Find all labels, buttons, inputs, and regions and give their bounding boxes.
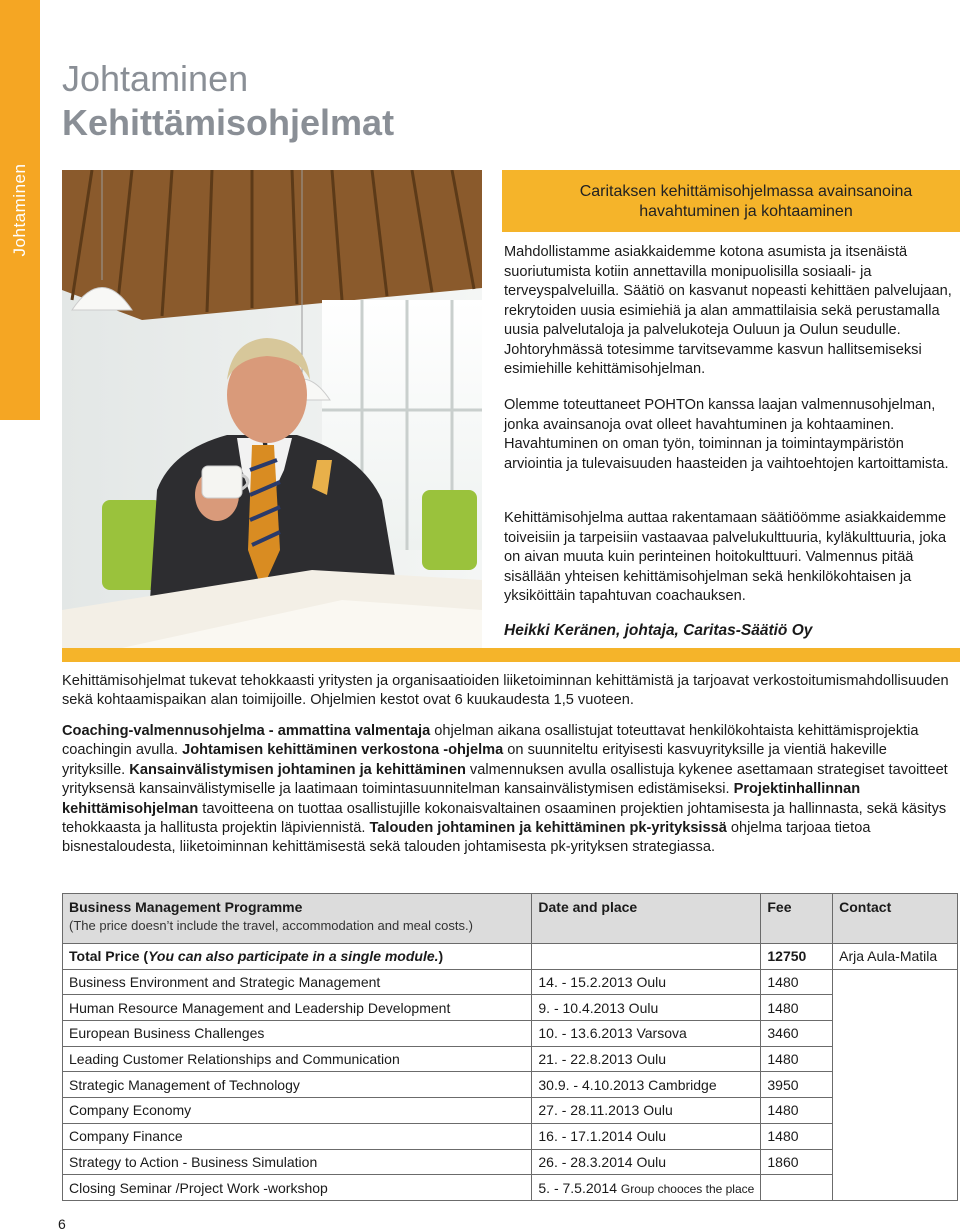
row-date: 27. - 28.11.2013 Oulu xyxy=(532,1098,761,1124)
programme-table xyxy=(62,893,958,1201)
row-fee: 3460 xyxy=(761,1021,833,1047)
row-name: Strategy to Action - Business Simulation xyxy=(63,1149,532,1175)
section-divider xyxy=(62,648,960,662)
row-name: Company Economy xyxy=(63,1098,532,1124)
table-row xyxy=(63,1175,958,1201)
programme-text: on suunniteltu erityisesti kasvuyrityksille ja vientiä hakeville yrityksille. xyxy=(62,742,887,778)
row-date: 9. - 10.4.2013 Oulu xyxy=(532,995,761,1021)
total-label-end: ) xyxy=(438,948,444,965)
row-contact xyxy=(833,1046,958,1072)
row-contact xyxy=(833,969,958,995)
programme-name: Johtamisen kehittäminen verkostona -ohjelma xyxy=(182,742,504,759)
programme-text: ohjelman aikana osallistujat toteuttavat henkilökohtaista kehittämisprojektia coachingin avulla. xyxy=(62,723,919,759)
header-programme-label: Business Management Programme xyxy=(69,899,303,915)
total-label xyxy=(63,944,532,970)
page-number: 6 xyxy=(58,1216,66,1232)
table-row xyxy=(63,1149,958,1175)
header-fee: Fee xyxy=(761,894,833,944)
quote-paragraph-2: Olemme toteuttaneet POHTOn kanssa laajan valmennusohjelman, jonka avainsanoja ovat olleet havahtuminen ja kohtaaminen. Havahtuminen on oman työn, toiminnan ja toimintaympäristön arviointia ja tulevaisuuden haasteiden ja vaihtoehtojen kartoittamista. xyxy=(504,397,949,472)
row-name: Strategic Management of Technology xyxy=(63,1072,532,1098)
quote-headline-box xyxy=(502,170,960,232)
page-kicker: Johtaminen xyxy=(62,58,249,99)
row-name: Human Resource Management and Leadership Development xyxy=(63,995,532,1021)
table-row xyxy=(63,1021,958,1047)
total-contact: Arja Aula-Matila xyxy=(833,944,958,970)
row-date: 10. - 13.6.2013 Varsova xyxy=(532,1021,761,1047)
programme-text: tavoitteena on tuottaa osallistujille kokonaisvaltainen osaaminen projektien johtamisesta ja hallinnasta, sekä käsitys tehokkaasta ja hallitusta projektin läpiviennistä. xyxy=(62,800,947,837)
row-date: 16. - 17.1.2014 Oulu xyxy=(532,1123,761,1149)
row-contact xyxy=(833,1098,958,1124)
quote-signature: Heikki Keränen, johtaja, Caritas-Säätiö Oy xyxy=(504,622,813,639)
row-fee: 1480 xyxy=(761,1123,833,1149)
row-date: 21. - 22.8.2013 Oulu xyxy=(532,1046,761,1072)
row-fee: 1480 xyxy=(761,995,833,1021)
table-row xyxy=(63,1123,958,1149)
table-row xyxy=(63,1046,958,1072)
row-fee xyxy=(761,1175,833,1201)
row-fee: 3950 xyxy=(761,1072,833,1098)
section-tab xyxy=(0,0,40,420)
row-fee: 1480 xyxy=(761,969,833,995)
row-date-text: 5. - 7.5.2014 xyxy=(538,1179,618,1196)
row-date xyxy=(532,1175,761,1201)
row-date: 14. - 15.2.2013 Oulu xyxy=(532,969,761,995)
header-date: Date and place xyxy=(532,894,761,944)
portrait-photo xyxy=(62,170,482,648)
total-label-note: You can also participate in a single module. xyxy=(148,948,439,965)
header-programme-note: (The price doesn’t include the travel, accommodation and meal costs.) xyxy=(69,918,473,933)
row-name: Company Finance xyxy=(63,1123,532,1149)
programmes-paragraph xyxy=(62,722,952,858)
row-contact xyxy=(833,1021,958,1047)
table-row xyxy=(63,1072,958,1098)
row-fee: 1480 xyxy=(761,1046,833,1072)
row-fee: 1480 xyxy=(761,1098,833,1124)
table-row xyxy=(63,1098,958,1124)
quote-paragraph-3: Kehittämisohjelma auttaa rakentamaan säätiöömme asiakkaidemme toiveisiin ja tarpeisiin vastaavaa palvelukulttuuria, kyläkulttuuria, joka on aivan muuta kuin perinteinen hoitokulttuuri. Valmennus pitää sisällään yhteisen kehittämisohjelman sekä henkilökohtaisen ja yksiköittäin tapahtuvan coachauksen. xyxy=(504,510,947,604)
total-label-text: Total Price ( xyxy=(69,948,149,965)
header-contact: Contact xyxy=(833,894,958,944)
header-programme xyxy=(63,894,532,944)
programme-name: Coaching-valmennusohjelma - ammattina valmentaja xyxy=(62,723,431,739)
row-date: 26. - 28.3.2014 Oulu xyxy=(532,1149,761,1175)
row-date-note: Group chooces the place xyxy=(620,1181,755,1196)
programme-text: valmennuksen avulla osallistuja kykenee asettamaan strategiset tavoitteet yrityksensä kansainvälistymiselle ja laatimaan toimintasuunnitelman kansainvälistymisen edistämiseksi. xyxy=(62,761,948,798)
row-date: 30.9. - 4.10.2013 Cambridge xyxy=(532,1072,761,1098)
row-name: European Business Challenges xyxy=(63,1021,532,1047)
programme-name: Kansainvälistymisen johtaminen ja kehittäminen xyxy=(129,761,466,778)
quote-paragraph-1: Mahdollistamme asiakkaidemme kotona asumista ja itsenäistä suoriutumista kotiin annettavilla monipuolisilla sosiaali- ja terveyspalveluilla. Säätiö on kasvanut nopeasti kehittäen palvelujaan, rekrytoiden uusia esimiehiä ja alan ammattilaisia sekä perustamalla uusia palvelutaloja ja palvelukoteja Ouluun ja Oulun seudulle. Johtoryhmässä totesimme tarvitsevamme kasvun hallitsemiseksi esimiehille kehittämisohjelman. xyxy=(504,244,952,377)
row-contact xyxy=(833,1072,958,1098)
quote-headline: Caritaksen kehittämisohjelmassa avainsanoina havahtuminen ja kohtaaminen xyxy=(579,183,913,220)
section-tab-label: Johtaminen xyxy=(10,163,29,257)
row-contact xyxy=(833,995,958,1021)
table-row xyxy=(63,995,958,1021)
total-date xyxy=(532,944,761,970)
row-contact xyxy=(833,1175,958,1201)
row-name: Closing Seminar /Project Work -workshop xyxy=(63,1175,532,1201)
programme-name: Projektinhallinnan kehittämisohjelman xyxy=(62,781,861,817)
programme-text: ohjelma tarjoaa tietoa bisnestaloudesta, liiketoiminnan kehittämisestä sekä talouden johtamisesta pk-yrityksen strategiassa. xyxy=(62,820,871,856)
row-contact xyxy=(833,1149,958,1175)
row-name: Leading Customer Relationships and Communication xyxy=(63,1046,532,1072)
portrait-illustration xyxy=(62,170,482,648)
table-row xyxy=(63,969,958,995)
intro-paragraph: Kehittämisohjelmat tukevat tehokkaasti yritysten ja organisaatioiden liiketoiminnan kehittämistä ja tarjoavat verkostoitumismahdollisuuden sekä kohtaamispaikan alan toimijoille. Ohjelmien kestot ovat 6 kuukaudesta 1,5 vuoteen. xyxy=(62,673,949,709)
row-name: Business Environment and Strategic Management xyxy=(63,969,532,995)
table-total-row xyxy=(63,944,958,970)
page-title: Kehittämisohjelmat xyxy=(62,102,395,143)
table-header-row xyxy=(63,894,958,944)
programme-name: Talouden johtaminen ja kehittäminen pk-yrityksissä xyxy=(369,820,727,837)
row-contact xyxy=(833,1123,958,1149)
total-fee: 12750 xyxy=(761,944,833,970)
row-fee: 1860 xyxy=(761,1149,833,1175)
